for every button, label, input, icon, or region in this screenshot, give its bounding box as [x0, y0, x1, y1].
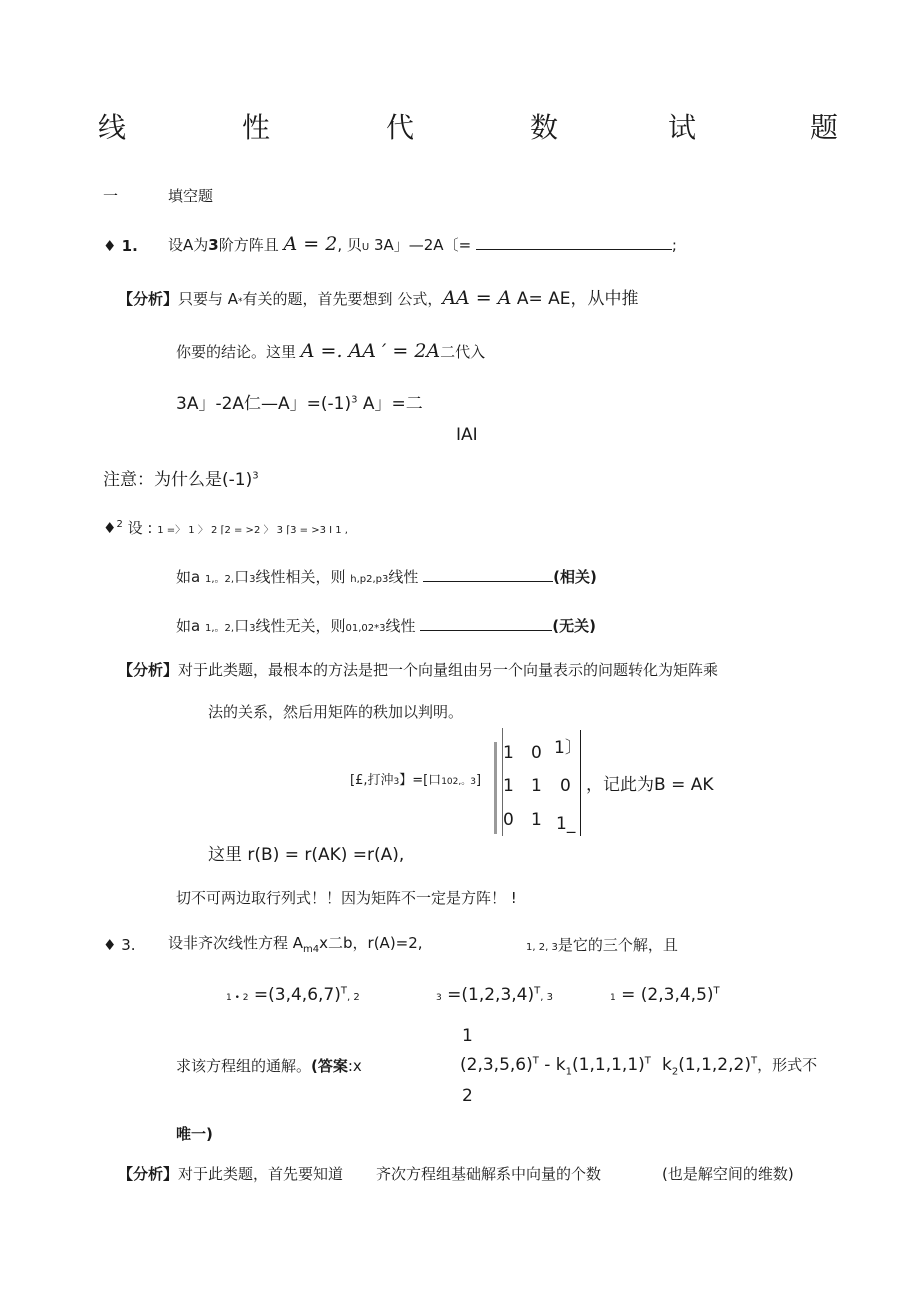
matrix-equation-lhs: [£,打沖3】=[口102,。3] [350, 773, 482, 788]
section-number: 一 [103, 187, 119, 205]
analysis-2-line2: 法的关系，然后用矩阵的秩加以判明。 [208, 703, 464, 721]
question-2-line2: 如a 1,。2,口3线性无关，则01,02*3线性 (无关) [176, 617, 596, 635]
vector-1: 1 • $2 =(3,4,6,7)^T$, 2 [226, 985, 360, 1005]
matrix-cell: 1〕 [554, 738, 582, 758]
question-3-text-b: 1, 2, 3是它的三个解，且 [526, 936, 678, 954]
analysis-1-line4: IAI [456, 425, 478, 445]
analysis-3-b: 齐次方程组基础解系中向量的个数 [376, 1165, 602, 1183]
analysis-3: 【分析】对于此类题，首先要知道 [118, 1165, 344, 1183]
matrix-cell: 1 [531, 776, 542, 796]
analysis-2-line4: 切不可两边取行列式！！因为矩阵不一定是方阵！ ! [176, 889, 517, 907]
question-number: ♦ 3. [103, 936, 136, 954]
question-number: ♦ [103, 519, 117, 537]
question-number: ♦ 1. [103, 237, 138, 255]
matrix-cell: 0 [503, 810, 514, 830]
title-char: 试 [668, 111, 697, 144]
analysis-2-line1: 【分析】对于此类题，最根本的方法是把一个向量组由另一个向量表示的问题转化为矩阵乘 [118, 661, 719, 679]
matrix-cell: 1_ [556, 814, 576, 834]
matrix-cell: 1 [531, 810, 542, 830]
analysis-2-line3: 这里 r(B) = r(AK) =r(A), [208, 845, 405, 865]
title-char: 数 [530, 111, 559, 144]
title-char: 题 [810, 111, 839, 144]
answer-line: 求该方程组的通解。(答案:x [176, 1057, 362, 1075]
formula: A = 2 [283, 233, 338, 255]
title-char: 线 [98, 111, 127, 144]
question-1-text: 设A为3阶方阵且 A = 2, 贝U 3A」—2A〔= ; [168, 233, 677, 255]
matrix-cell: 0 [531, 743, 542, 763]
matrix-cell: 0 [560, 776, 571, 796]
vector-2: $3 =(1,2,3,4)^T$, 3 [436, 985, 553, 1005]
analysis-1-line2: 你要的结论。这里 A =. AA ′ = 2A二代入 [176, 340, 486, 362]
analysis-1-line1: 【分析】只要与 A*有关的题，首先要想到 公式，AA = A A= AE，从中推 [118, 287, 639, 309]
section-label: 填空题 [168, 187, 214, 205]
analysis-label: 【分析】 [118, 1165, 179, 1183]
analysis-label: 【分析】 [118, 661, 179, 679]
fraction-numerator: 1 [462, 1026, 473, 1046]
matrix-cell: 1 [503, 776, 514, 796]
question-3-text: 设非齐次线性方程 $A_{m4}x$二b，r(A)=2, [168, 934, 423, 955]
analysis-label: 【分析】 [118, 290, 179, 308]
question-2: ♦$^2$ 设 : 1 =〉 1 〉 2 ⌈2 = >2 〉 3 ⌈3 = >3 I 1 , [103, 519, 348, 537]
question-1 [103, 237, 138, 255]
answer-blank [423, 568, 553, 582]
vector-3: $1 = (2,3,4,5)^T$ [610, 985, 720, 1005]
title-char: 性 [242, 111, 271, 144]
matrix-cell: 1 [503, 743, 514, 763]
note: 注意：为什么是$(-1)^3$ [103, 470, 259, 490]
question-2-line1: 如a 1,。2,口3线性相关，则 h,p2,p3线性 (相关) [176, 568, 597, 586]
answer-formula: $(2,3,5,6)^T - k_1(1,1,1,1)^T$ [460, 1055, 651, 1078]
analysis-1-line3: 3A」-2A仁—A」$=(-1)^3$ A」=二 [176, 394, 423, 414]
fraction-denominator: 2 [462, 1086, 473, 1106]
answer-tail: 唯一) [176, 1125, 213, 1143]
matrix-equation-rhs: ，记此为B = AK [586, 775, 714, 795]
answer-blank [420, 617, 552, 631]
title-char: 代 [386, 111, 415, 144]
analysis-3-c: (也是解空间的维数) [662, 1165, 794, 1183]
answer-blank [476, 236, 672, 250]
answer-formula-b: $k_2(1,1,2,2)^T$，形式不 [662, 1055, 818, 1078]
